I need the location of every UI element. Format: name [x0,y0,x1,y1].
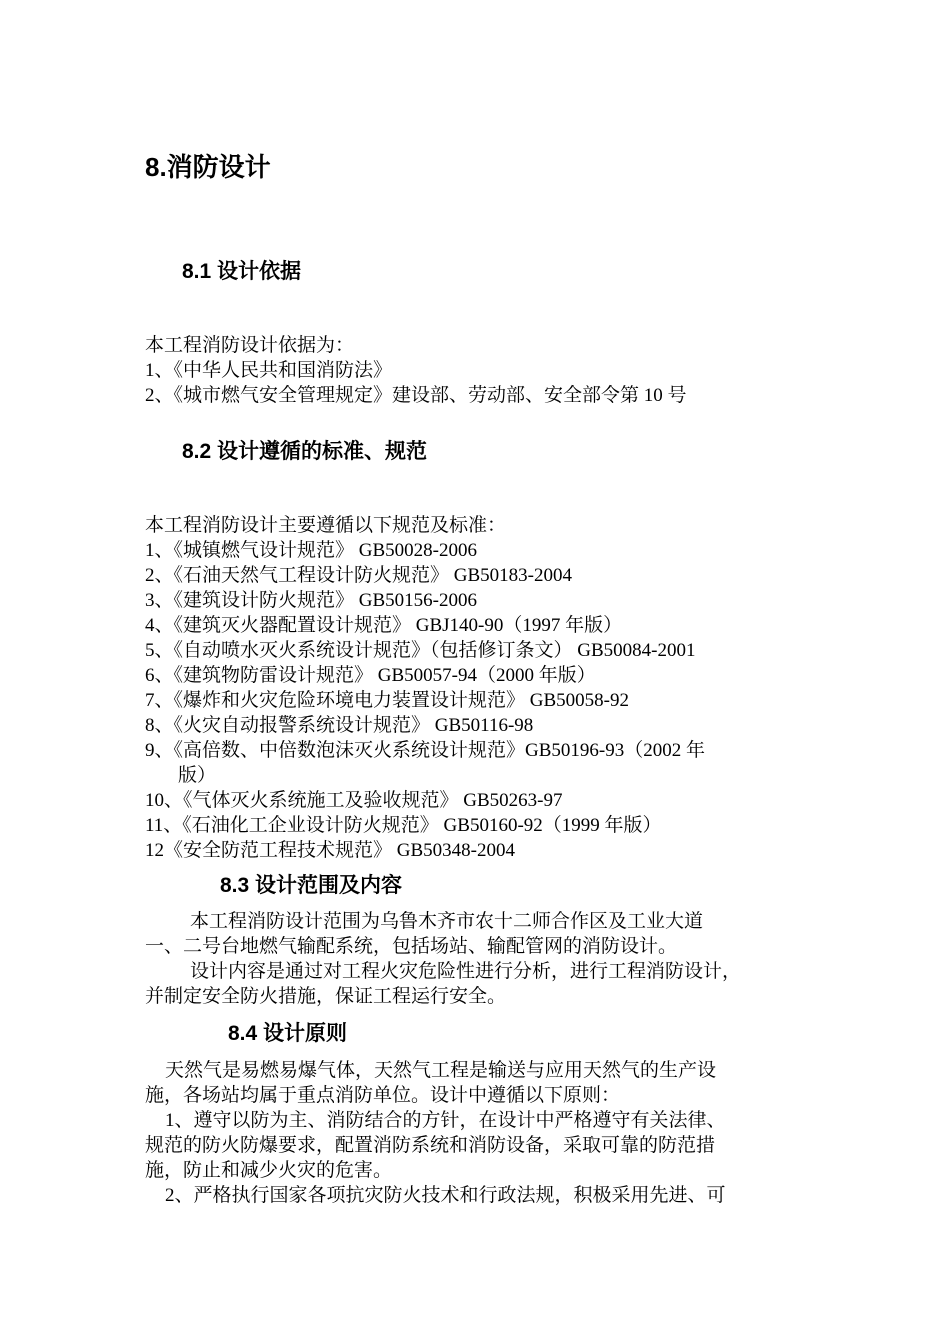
standard-item-9-line-2: 版） [178,765,217,786]
principles-intro-line-1: 天然气是易燃易爆气体，天然气工程是输送与应用天然气的生产设 [165,1060,717,1081]
scope-paragraph-line-2: 一、二号台地燃气输配系统，包括场站、输配管网的消防设计。 [145,936,678,957]
principles-intro-line-2: 施，各场站均属于重点消防单位。设计中遵循以下原则： [145,1085,621,1106]
section-heading-8-1: 8.1 设计依据 [182,260,302,283]
standard-item: 10、《气体灭火系统施工及验收规范》 GB50263-97 [145,790,563,811]
section-heading-8-2: 8.2 设计遵循的标准、规范 [182,440,428,463]
standard-item: 4、《建筑灭火器配置设计规范》 GBJ140-90（1997 年版） [145,615,623,636]
standard-item: 6、《建筑物防雷设计规范》 GB50057-94（2000 年版） [145,665,596,686]
standard-item: 2、《石油天然气工程设计防火规范》 GB50183-2004 [145,565,572,586]
principle-1-line-1: 1、遵守以防为主、消防结合的方针，在设计中严格遵守有关法律、 [165,1110,726,1131]
standard-item: 12《安全防范工程技术规范》 GB50348-2004 [145,840,515,861]
scope-paragraph-line-1: 本工程消防设计范围为乌鲁木齐市农十二师合作区及工业大道 [190,911,704,932]
basis-item-2: 2、《城市燃气安全管理规定》建设部、劳动部、安全部令第 10 号 [145,385,687,406]
principle-1-line-2: 规范的防火防爆要求，配置消防系统和消防设备，采取可靠的防范措 [145,1135,716,1156]
standard-item: 7、《爆炸和火灾危险环境电力装置设计规范》 GB50058-92 [145,690,629,711]
section-heading-8-3: 8.3 设计范围及内容 [220,874,403,897]
section-8-1-intro: 本工程消防设计依据为： [145,335,355,356]
content-paragraph-line-2: 并制定安全防火措施，保证工程运行安全。 [145,986,507,1007]
standard-item: 1、《城镇燃气设计规范》 GB50028-2006 [145,540,477,561]
basis-item-1: 1、《中华人民共和国消防法》 [145,360,393,381]
content-paragraph-line-1: 设计内容是通过对工程火灾危险性进行分析，进行工程消防设计， [190,961,742,982]
section-8-2-intro: 本工程消防设计主要遵循以下规范及标准： [145,515,507,536]
principle-2-line-1: 2、严格执行国家各项抗灾防火技术和行政法规，积极采用先进、可 [165,1185,726,1206]
principle-1-line-3: 施，防止和减少火灾的危害。 [145,1160,393,1181]
standard-item: 3、《建筑设计防火规范》 GB50156-2006 [145,590,477,611]
standard-item: 8、《火灾自动报警系统设计规范》 GB50116-98 [145,715,534,736]
chapter-title: 8.消防设计 [145,152,271,182]
standard-item: 11、《石油化工企业设计防火规范》 GB50160-92（1999 年版） [145,815,662,836]
standard-item-9-line-1: 9、《高倍数、中倍数泡沫灭火系统设计规范》GB50196-93（2002 年 [145,740,705,761]
standards-list [145,538,705,863]
standard-item: 5、《自动喷水灭火系统设计规范》（包括修订条文） GB50084-2001 [145,640,696,661]
section-heading-8-4: 8.4 设计原则 [228,1022,348,1045]
